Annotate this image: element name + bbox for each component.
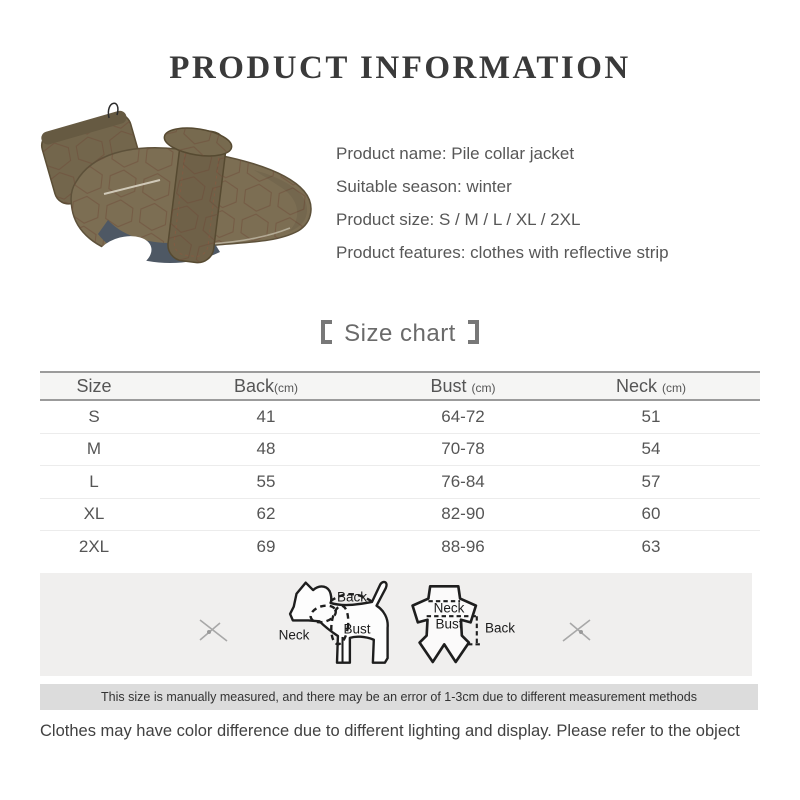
- size-table-header-row: [40, 371, 760, 401]
- product-details: [336, 137, 669, 269]
- detail-product-name: Product name: Pile collar jacket: [336, 143, 575, 163]
- cell-back: 41: [256, 406, 276, 426]
- unit-bust: (cm): [471, 380, 496, 395]
- size-chart-heading: [0, 320, 800, 348]
- table-row-s: [40, 401, 760, 434]
- cell-bust: 76-84: [441, 471, 485, 491]
- cell-bust: 64-72: [441, 406, 485, 426]
- cell-bust: 88-96: [441, 536, 485, 556]
- unit-back: (cm): [274, 380, 299, 395]
- detail-product-size: Product size: S / M / L / XL / 2XL: [336, 209, 581, 229]
- table-row-2xl: [40, 531, 760, 563]
- cell-size: L: [89, 471, 99, 491]
- header-cell-bust: Bust (cm): [430, 375, 496, 396]
- cell-back: 55: [256, 471, 276, 491]
- table-row-l: [40, 466, 760, 499]
- size-chart-table: [40, 371, 760, 563]
- cut-mark-right-icon: [560, 613, 594, 647]
- bracket-left-icon: [321, 320, 334, 344]
- unit-neck: (cm): [662, 380, 686, 395]
- cell-neck: 60: [641, 504, 661, 524]
- header-cell-neck: Neck (cm): [615, 375, 686, 396]
- cell-size: M: [86, 439, 102, 459]
- cell-neck: 57: [641, 471, 661, 491]
- size-chart-heading-text: Size chart: [344, 320, 456, 347]
- measurement-note-bar: This size is manually measured, and there may be an error of 1-3cm due to different measurement methods: [40, 684, 758, 710]
- measurement-diagram-panel: [40, 573, 752, 676]
- header-cell-back: Back(cm): [233, 375, 299, 396]
- cell-size: S: [88, 406, 100, 426]
- cell-neck: 63: [641, 536, 661, 556]
- page-title: PRODUCT INFORMATION: [169, 50, 631, 86]
- garment-neck-label: Neck: [433, 600, 465, 616]
- cut-mark-left-icon: [196, 613, 230, 647]
- cell-bust: 82-90: [441, 504, 485, 524]
- dog-back-label: Back: [336, 589, 368, 605]
- cell-back: 48: [256, 439, 276, 459]
- table-row-xl: [40, 499, 760, 532]
- color-difference-note: Clothes may have color difference due to different lighting and display. Please refer to the object: [40, 722, 740, 740]
- cell-size: 2XL: [78, 536, 110, 556]
- dog-neck-label: Neck: [278, 627, 310, 643]
- cell-back: 62: [256, 504, 276, 524]
- cell-neck: 51: [641, 406, 661, 426]
- product-photo: [12, 96, 320, 301]
- cell-back: 69: [256, 536, 276, 556]
- header-cell-size: Size: [76, 375, 112, 396]
- garment-bust-label: Bust: [435, 616, 463, 632]
- bracket-right-icon: [466, 320, 479, 344]
- cell-size: XL: [83, 504, 105, 524]
- table-row-m: [40, 434, 760, 467]
- garment-back-label: Back: [484, 620, 516, 636]
- cell-bust: 70-78: [441, 439, 485, 459]
- dog-bust-label: Bust: [343, 621, 371, 637]
- cell-neck: 54: [641, 439, 661, 459]
- detail-product-features: Product features: clothes with reflective strip: [336, 242, 669, 262]
- detail-suitable-season: Suitable season: winter: [336, 176, 512, 196]
